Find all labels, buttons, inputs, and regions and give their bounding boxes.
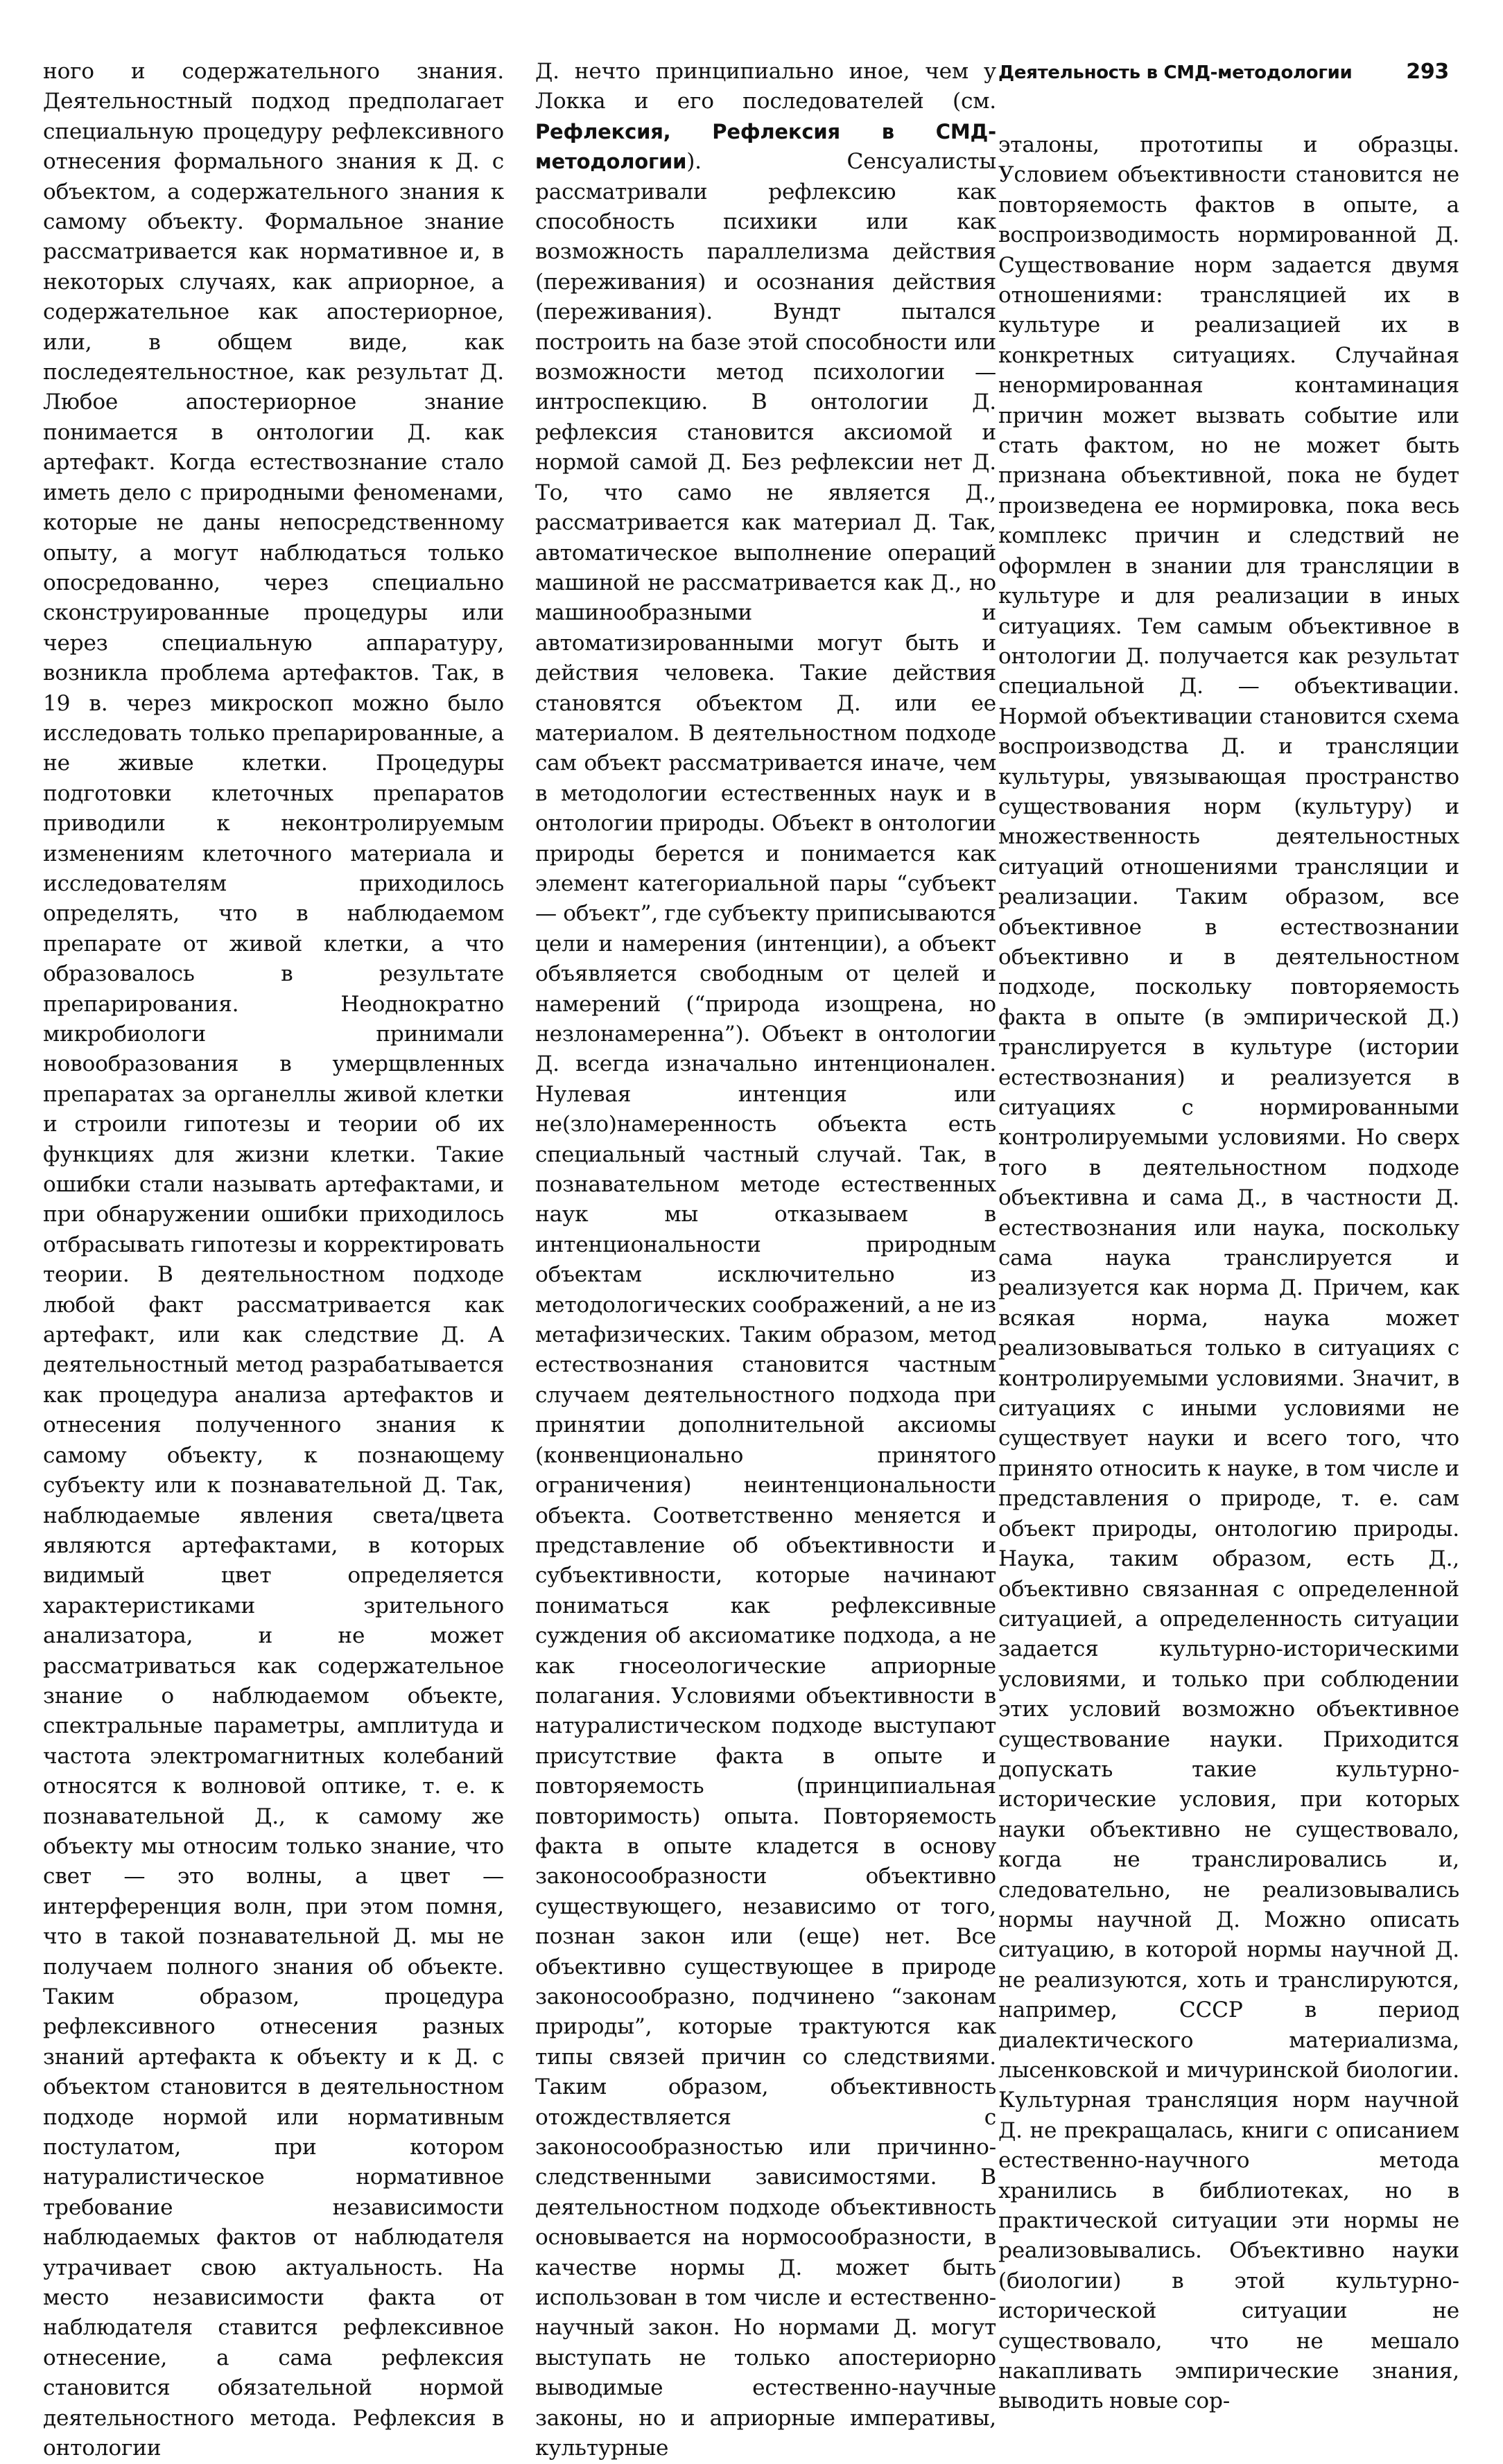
page-number: 293 — [1406, 60, 1449, 84]
text-column-middle — [535, 57, 996, 2461]
column-middle-paragraph — [535, 57, 996, 2464]
running-header — [998, 60, 1449, 101]
text-column-left — [43, 57, 504, 2461]
column-left-text: ного и содержательного знания. Деятельностный подход предполагает специальную процедуру рефлексивного отнесения формального знания к Д. с объектом, а содержательного знания к самому объекту. Формальное знание рассматривается как нормативное и, в некоторых случаях, как априорное, а содержательное как апостериорное, или, в общем виде, как последеятельностное, как результат Д. Любое апостериорное знание понимается в онтологии Д. как артефакт. Когда естествознание стало иметь дело с природными феноменами, которые не даны непосредственному опыту, а могут наблюдаться только опосредованно, через специально сконструированные процедуры или через специальную аппаратуру, возникла проблема артефактов. Так, в 19 в. через микроскоп можно было исследовать только препарированные, а не живые клетки. Процедуры подготовки клеточных препаратов приводили к неконтролируемым изменениям клеточного материала и исследователям приходилось определять, что в наблюдаемом препарате от живой клетки, а что образовалось в результате препарирования. Неоднократно микробиологи принимали новообразования в умерщвленных препаратах за органеллы живой клетки и строили гипотезы и теории об их функциях для жизни клетки. Такие ошибки стали называть артефактами, и при обнаружении ошибки приходилось отбрасывать гипотезы и корректировать теории. В деятельностном подходе любой факт рассматривается как артефакт, или как следствие Д. А деятельностный метод разрабатывается как процедура анализа артефактов и отнесения полученного знания к самому объекту, к познающему субъекту или к познавательной Д. Так, наблюдаемые явления света/цвета являются артефактами, в которых видимый цвет определяется характеристиками зрительного анализатора, и не может рассматриваться как содержательное знание о наблюдаемом объекте, спектральные параметры, амплитуда и частота электромагнитных колебаний относятся к волновой оптике, т. е. к познавательной Д., к самому же объекту мы относим только знание, что свет — это волны, а цвет — интерференция волн, при этом помня, что в такой познавательной Д. мы не получаем полного знания об объекте. Таким образом, процедура рефлексивного отнесения разных знаний артефакта к объекту и к Д. с объектом становится в деятельностном подходе нормой или нормативным постулатом, при котором натуралистическое нормативное требование независимости наблюдаемых фактов от наблюдателя утрачивает свою актуальность. На место независимости факта от наблюдателя ставится рефлексивное отнесение, а сама рефлексия становится обязательной нормой деятельностного метода. Рефлексия в онтологии — [43, 59, 504, 2461]
column-right-text: эталоны, прототипы и образцы. Условием объективности становится не повторяемость фактов в опыте, а воспроизводимость нормированной Д. Существование норм задается двумя отношениями: трансляцией их в культуре и реализацией их в конкретных ситуациях. Случайная ненормированная контаминация причин может вызвать событие или стать фактом, но не может быть признана объективной, пока не будет произведена ее нормировка, пока весь комплекс причин и следствий не оформлен в знании для трансляции в культуре и для реализации в иных ситуациях. Тем самым объективное в онтологии Д. получается как результат специальной Д. — объективации. Нормой объективации становится схема воспроизводства Д. и трансляции культуры, увязывающая пространство существования норм (культуру) и множественность деятельностных ситуаций отношениями трансляции и реализации. Таким образом, все объективное в естествознании объективно и в деятельностном подходе, поскольку повторяемость факта в опыте (в эмпирической Д.) транслируется в культуре (истории естествознания) и реализуется в ситуациях с нормированными контролируемыми условиями. Но сверх того в деятельностном подходе объективна и сама Д., в частности Д. естествознания или наука, поскольку сама наука транслируется и реализуется как норма Д. Причем, как всякая норма, наука может реализовываться только в ситуациях с контролируемыми условиями. Значит, в ситуациях с иными условиями не существует науки и всего того, что принято относить к науке, в том числе и представления о природе, т. е. сам объект природы, онтологию природы. Наука, таким образом, есть Д., объективно связанная с определенной ситуацией, а определенность ситуации задается культурно-историческими условиями, и только при соблюдении этих условий возможно объективное существование науки. Приходится допускать такие культурно-исторические условия, при которых науки объективно не существовало, когда не транслировались и, следовательно, не реализовывались нормы научной Д. Можно описать ситуацию, в которой нормы научной Д. не реализуются, хоть и транслируются, например, СССР в период диалектического материализма, лысенковской и мичуринской биологии. Культурная трансляция норм научной Д. не прекращалась, книги с описанием естественно-научного метода хранились в библиотеках, но в практической ситуации эти нормы не реализовывались. Объективно науки (биологии) в этой культурно-исторической ситуации не существовало, что не мешало накапливать эмпирические знания, выводить новые сор- — [998, 132, 1459, 2414]
text-column-right — [998, 130, 1459, 2414]
column-middle-text-rest: ). Сенсуалисты рассматривали рефлексию как способность психики или как возможность параллелизма действия (переживания) и осознания действия (переживания). Вундт пытался построить на базе этой способности или возможности метод психологии — интроспекцию. В онтологии Д. рефлексия становится аксиомой и нормой самой Д. Без рефлексии нет Д. То, что само не является Д., рассматривается как материал Д. Так, автоматическое выполнение операций машиной не рассматривается как Д., но машинообразными и автоматизированными могут быть и действия человека. Такие действия становятся объектом Д. или ее материалом. В деятельностном подходе сам объект рассматривается иначе, чем в методологии естественных наук и в онтологии природы. Объект в онтологии природы берется и понимается как элемент категориальной пары “субъект — объект”, где субъекту приписываются цели и намерения (интенции), а объект объявляется свободным от целей и намерений (“природа изощрена, но незлонамеренна”). Объект в онтологии Д. всегда изначально интенционален. Нулевая интенция или не(зло)намеренность объекта есть специальный частный случай. Так, в познавательном методе естественных наук мы отказываем в интенциональности природным объектам исключительно из методологических соображений, а не из метафизических. Таким образом, метод естествознания становится частным случаем деятельностного подхода при принятии дополнительной аксиомы (конвенционально принятого ограничения) неинтенциональности объекта. Соответственно меняется и представление об объективности и субъективности, которые начинают пониматься как рефлексивные суждения об аксиоматике подхода, а не как гносеологические априорные полагания. Условиями объективности в натуралистическом подходе выступают присутствие факта в опыте и повторяемость (принципиальная повторимость) опыта. Повторяемость факта в опыте кладется в основу законосообразности объективно существующего, независимо от того, познан закон или (еще) нет. Все объективно существующее в природе законосообразно, подчинено “законам природы”, которые трактуются как типы связей причин со следствиями. Таким образом, объективность отождествляется с законосообразностью или причинно-следственными зависимостями. В деятельностном подходе объективность основывается на нормосообразности, в качестве нормы Д. может быть использован в том числе и естественно-научный закон. Но нормами Д. могут выступать не только апостериорно выводимые естественно-научные законы, но и априорные императивы, культурные — [535, 149, 996, 2461]
cross-reference-link: Рефлексия, Рефлексия в СМД-методологии — [535, 119, 996, 174]
column-middle-text-start: Д. нечто принципиально иное, чем у Локка и его последователей (см. — [535, 59, 996, 114]
running-header-title: Деятельность в СМД-методологии — [998, 62, 1353, 83]
